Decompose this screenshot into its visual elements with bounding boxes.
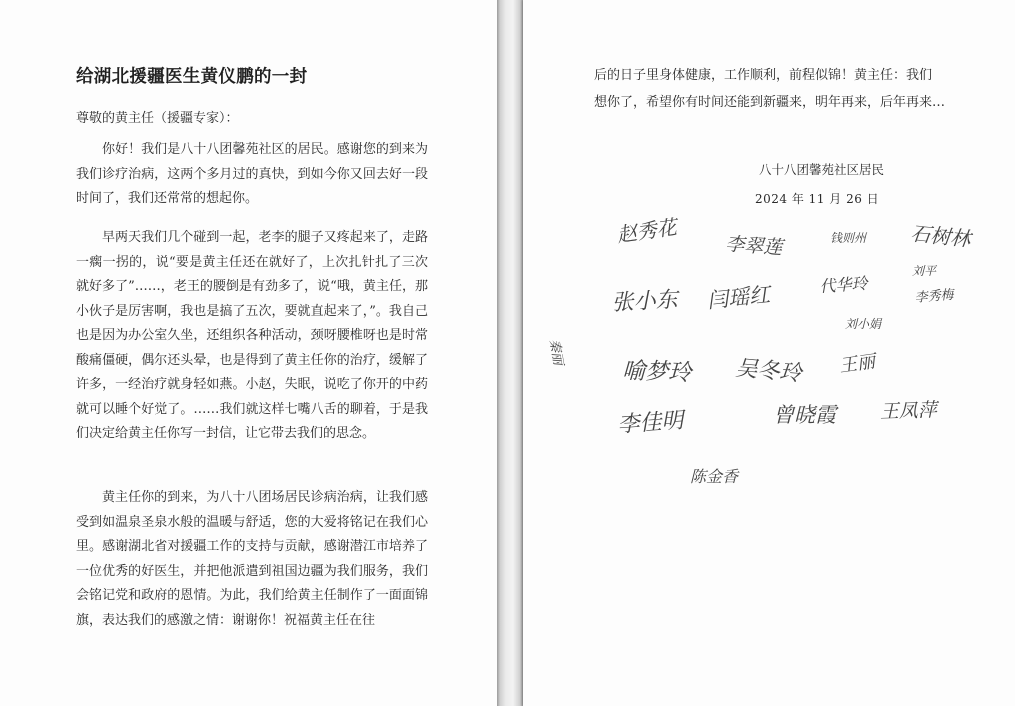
signature-9: 刘小娟 [845, 317, 882, 331]
signature-4: 石树林 [909, 221, 972, 252]
signature-13: 吴冬玲 [734, 356, 803, 387]
closing-line-1: 后的日子里身体健康，工作顺利，前程似锦！黄主任：我们 [594, 68, 933, 83]
signature-1: 赵秀花 [615, 214, 679, 247]
signature-16: 曾晓霞 [773, 403, 836, 427]
paragraph-3: 黄主任你的到来，为八十八团场居民诊病治病，让我们感受到如温泉圣泉水般的温暖与舒适，您的大爱将铭记在我们心里。感谢湖北省对援疆工作的支持与贡献，感谢潜江市培养了一位优秀的好医生，并把他派遣到祖国边疆为我们服务，我们会铭记党和政府的恩情。为此，我们给黄主任制作了一面面锦旗，表达我们的感激之情：谢谢你！祝福黄主任在往 [76, 490, 428, 628]
paragraph-2: 早两天我们几个碰到一起，老李的腿子又疼起来了，走路一瘸一拐的，说“要是黄主任还在就好了，上次扎针扎了三次就好多了”……，老王的腰倒是有劲多了，说“哦，黄主任，那小伙子是厉害啊，我也是搞了五次，要就直起来了，”。我自己也是因为办公室久坐，还组织各种活动，颈呀腰椎呀也是时常酸痛僵硬，偶尔还头晕，也是得到了黄主任你的治疗，缓解了许多，一经治疗就身轻如燕。小赵，失眠，说吃了你开的中药就可以睡个好觉了。……我们就这样七嘴八舌的聊着，于是我们决定给黄主任你写一封信，让它带去我们的思念。 [76, 230, 428, 441]
signature-17: 王凤萍 [879, 399, 938, 423]
signature-3: 钱则州 [830, 231, 867, 245]
signature-18: 陈金香 [690, 467, 739, 486]
signature-10: 李秀梅 [914, 287, 955, 306]
signature-14: 王丽 [837, 351, 877, 377]
signature-5: 张小东 [611, 287, 679, 316]
letter-page-left [0, 0, 497, 706]
signature-2: 李翠莲 [724, 233, 784, 259]
letter-title: 给湖北援疆医生黄仪鹏的一封 [76, 67, 308, 87]
signature-7: 代华玲 [818, 273, 869, 296]
page-gutter [497, 0, 523, 706]
signature-15: 李佳明 [616, 408, 685, 438]
paragraph-1: 你好！我们是八十八团馨苑社区的居民。感谢您的到来为我们诊疗治病，这两个多月过的真快，到如今你又回去好一段时间了，我们还常常的想起你。 [76, 142, 428, 206]
signature-6: 闫瑶红 [706, 282, 772, 313]
signature-12: 喻梦玲 [621, 358, 692, 387]
salutation: 尊敬的黄主任（援疆专家）： [76, 111, 239, 126]
handwritten-signatures [540, 200, 1010, 500]
signer-organization: 八十八团馨苑社区居民 [759, 162, 885, 177]
signature-date: 2024 年 11 月 26 日 [755, 192, 880, 206]
signature-11: 秦丽 [546, 338, 566, 367]
signature-8: 刘平 [912, 264, 937, 278]
closing-line-2: 想你了，希望你有时间还能到新疆来，明年再来，后年再来… [594, 95, 946, 110]
